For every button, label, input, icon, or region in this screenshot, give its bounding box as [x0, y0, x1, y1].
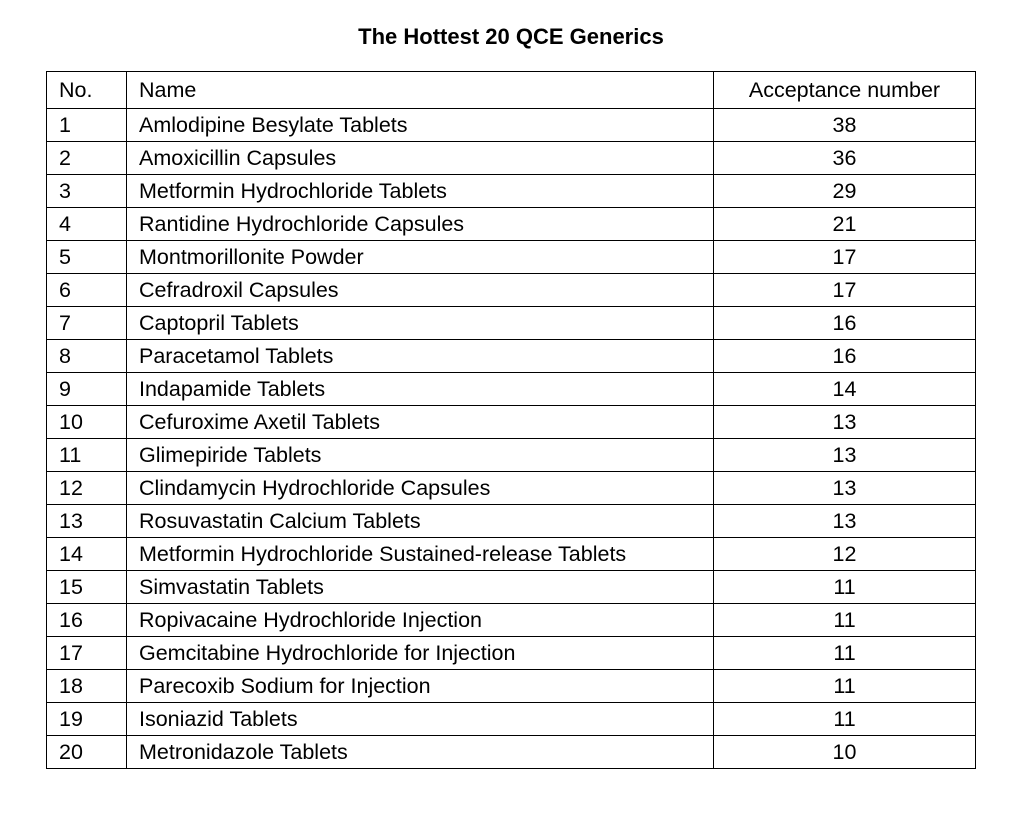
cell-name: Cefradroxil Capsules	[127, 274, 714, 307]
cell-no: 19	[47, 703, 127, 736]
table-row	[47, 208, 976, 241]
table-row	[47, 142, 976, 175]
cell-name: Paracetamol Tablets	[127, 340, 714, 373]
cell-name: Cefuroxime Axetil Tablets	[127, 406, 714, 439]
cell-acceptance: 13	[714, 439, 976, 472]
cell-name: Indapamide Tablets	[127, 373, 714, 406]
table-row	[47, 637, 976, 670]
cell-acceptance: 13	[714, 472, 976, 505]
cell-name: Ropivacaine Hydrochloride Injection	[127, 604, 714, 637]
cell-name: Parecoxib Sodium for Injection	[127, 670, 714, 703]
cell-acceptance: 11	[714, 637, 976, 670]
column-header-acceptance: Acceptance number	[714, 72, 976, 109]
cell-name: Metformin Hydrochloride Sustained-release Tablets	[127, 538, 714, 571]
table-row	[47, 340, 976, 373]
table-row	[47, 604, 976, 637]
cell-no: 6	[47, 274, 127, 307]
cell-name: Glimepiride Tablets	[127, 439, 714, 472]
table-row	[47, 406, 976, 439]
column-header-no: No.	[47, 72, 127, 109]
cell-acceptance: 12	[714, 538, 976, 571]
cell-name: Clindamycin Hydrochloride Capsules	[127, 472, 714, 505]
cell-no: 8	[47, 340, 127, 373]
cell-no: 16	[47, 604, 127, 637]
table-row	[47, 538, 976, 571]
cell-name: Captopril Tablets	[127, 307, 714, 340]
cell-no: 10	[47, 406, 127, 439]
cell-name: Simvastatin Tablets	[127, 571, 714, 604]
cell-no: 2	[47, 142, 127, 175]
cell-no: 3	[47, 175, 127, 208]
header-row	[47, 72, 976, 109]
cell-acceptance: 21	[714, 208, 976, 241]
cell-no: 7	[47, 307, 127, 340]
table-row	[47, 373, 976, 406]
cell-no: 4	[47, 208, 127, 241]
cell-acceptance: 17	[714, 274, 976, 307]
cell-no: 20	[47, 736, 127, 769]
cell-acceptance: 10	[714, 736, 976, 769]
table-row	[47, 175, 976, 208]
cell-name: Gemcitabine Hydrochloride for Injection	[127, 637, 714, 670]
table-row	[47, 571, 976, 604]
cell-acceptance: 11	[714, 703, 976, 736]
cell-name: Amlodipine Besylate Tablets	[127, 109, 714, 142]
cell-no: 1	[47, 109, 127, 142]
table-row	[47, 670, 976, 703]
cell-acceptance: 11	[714, 571, 976, 604]
table-row	[47, 703, 976, 736]
cell-no: 9	[47, 373, 127, 406]
table-row	[47, 109, 976, 142]
cell-no: 12	[47, 472, 127, 505]
cell-acceptance: 38	[714, 109, 976, 142]
cell-acceptance: 36	[714, 142, 976, 175]
page-title: The Hottest 20 QCE Generics	[358, 24, 664, 49]
cell-acceptance: 11	[714, 604, 976, 637]
cell-acceptance: 13	[714, 505, 976, 538]
table-body	[47, 109, 976, 769]
table-header	[47, 72, 976, 109]
cell-no: 17	[47, 637, 127, 670]
cell-acceptance: 16	[714, 340, 976, 373]
table-row	[47, 439, 976, 472]
table-row	[47, 241, 976, 274]
cell-no: 13	[47, 505, 127, 538]
cell-name: Amoxicillin Capsules	[127, 142, 714, 175]
table-row	[47, 274, 976, 307]
cell-no: 14	[47, 538, 127, 571]
cell-name: Montmorillonite Powder	[127, 241, 714, 274]
generics-table	[46, 71, 976, 769]
column-header-name: Name	[127, 72, 714, 109]
cell-name: Rosuvastatin Calcium Tablets	[127, 505, 714, 538]
table-row	[47, 472, 976, 505]
cell-name: Metronidazole Tablets	[127, 736, 714, 769]
table-row	[47, 505, 976, 538]
cell-no: 18	[47, 670, 127, 703]
cell-no: 5	[47, 241, 127, 274]
table-row	[47, 736, 976, 769]
cell-acceptance: 16	[714, 307, 976, 340]
cell-acceptance: 13	[714, 406, 976, 439]
cell-acceptance: 14	[714, 373, 976, 406]
cell-name: Metformin Hydrochloride Tablets	[127, 175, 714, 208]
table-row	[47, 307, 976, 340]
cell-no: 15	[47, 571, 127, 604]
cell-name: Isoniazid Tablets	[127, 703, 714, 736]
cell-acceptance: 11	[714, 670, 976, 703]
cell-name: Rantidine Hydrochloride Capsules	[127, 208, 714, 241]
cell-no: 11	[47, 439, 127, 472]
cell-acceptance: 17	[714, 241, 976, 274]
cell-acceptance: 29	[714, 175, 976, 208]
